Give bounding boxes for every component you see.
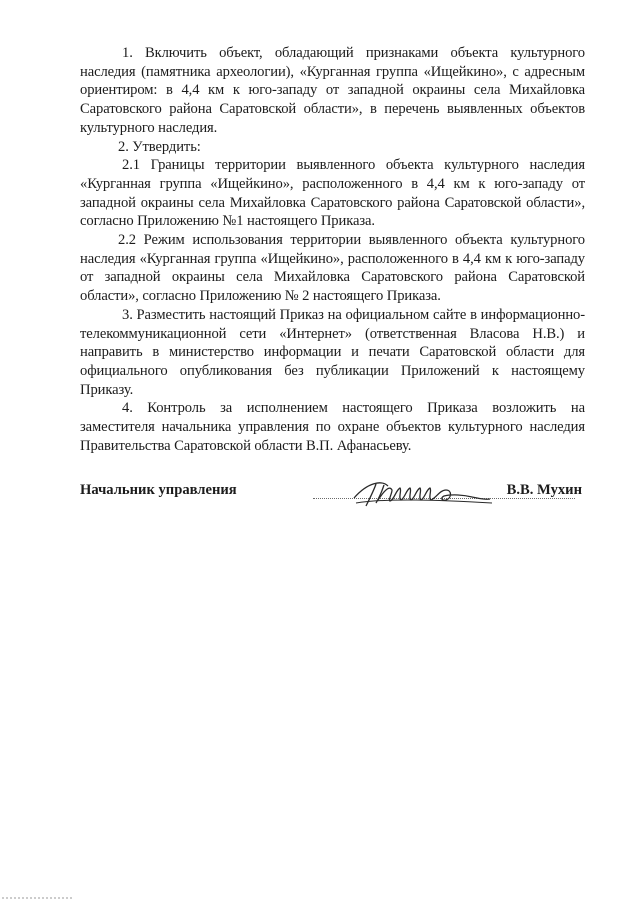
order-body [80, 44, 585, 455]
paragraph-subitem-2-1: 2.1 Границы территории выявленного объекта культурного наследия «Курганная группа «Ищейкино», расположенного в 4,4 км к юго-западу от западной окраины села Михайловка Саратовского района Саратовской области», согласно Приложению №1 настоящего Приказа. [80, 157, 585, 230]
handwritten-signature [348, 476, 496, 508]
paragraph-item-4: 4. Контроль за исполнением настоящего Приказа возложить на заместителя начальника управления по охране объектов культурного наследия Правительства Саратовской области В.П. Афанасьеву. [80, 400, 585, 454]
paragraph-item-2: 2. Утвердить: [118, 138, 201, 155]
signer-title: Начальник управления [80, 482, 237, 498]
signer-name: В.В. Мухин [506, 482, 582, 498]
paragraph-subitem-2-2: 2.2 Режим использования территории выявленного объекта культурного наследия «Курганная группа «Ищейкино», расположенного в 4,4 км к юго-западу от западной окраины села Михайловка Саратовского района Саратовской области», согласно Приложению № 2 настоящего Приказа. [80, 232, 585, 305]
paragraph-item-3: 3. Разместить настоящий Приказ на официальном сайте в информационно-телекоммуникационной сети «Интернет» (ответственная Власова Н.В.) и направить в министерство информации и печати Саратовской области для официального опубликования без публикации Приложений к настоящему Приказу. [80, 306, 585, 398]
scan-footer-mark [2, 896, 72, 900]
paragraph-item-1: 1. Включить объект, обладающий признаками объекта культурного наследия (памятника археологии), «Курганная группа «Ищейкино», с адресным ориентиром: в 4,4 км к юго-западу от западной окраины села Михайловка Саратовского района Саратовской области», в перечень выявленных объектов культурного наследия. [80, 45, 585, 136]
signature-block [80, 476, 590, 516]
